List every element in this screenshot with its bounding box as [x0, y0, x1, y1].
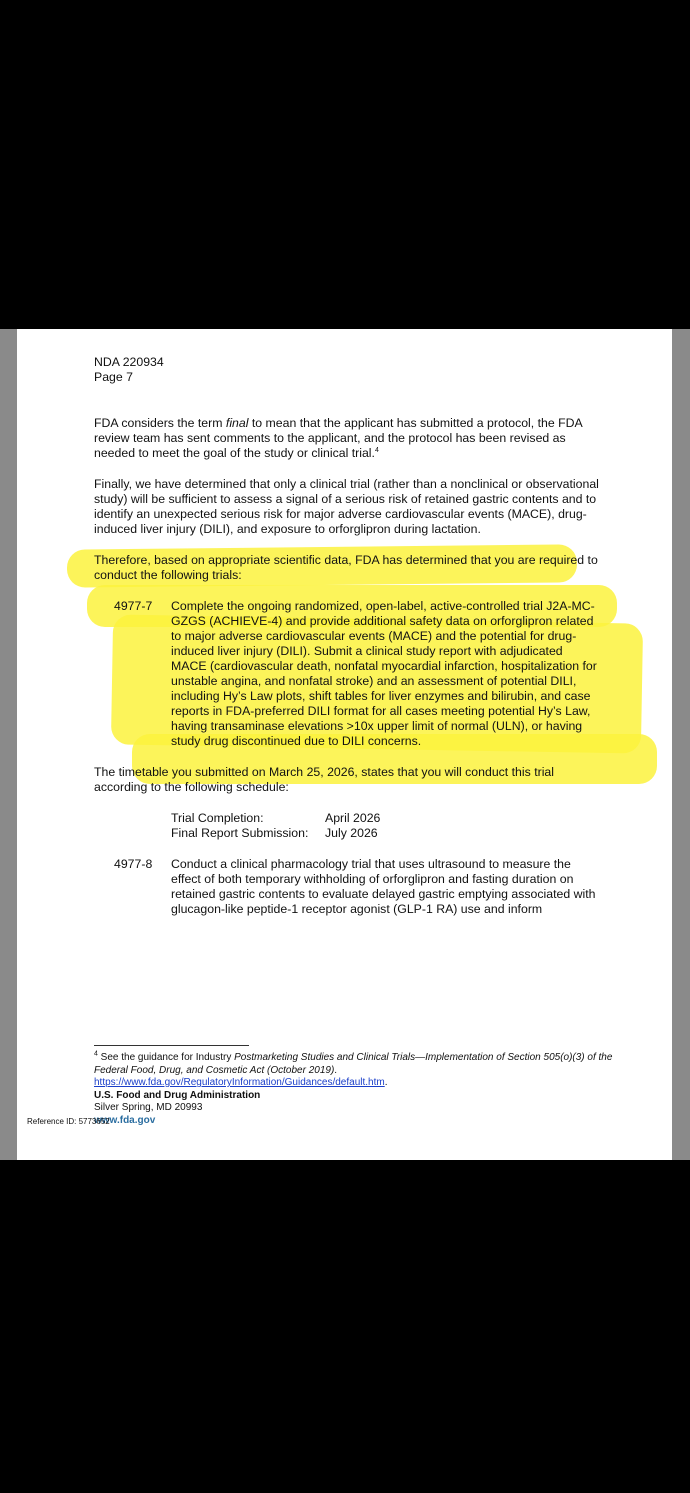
- agency-website[interactable]: www.fda.gov: [94, 1114, 156, 1126]
- footnote-ref[interactable]: 4: [374, 446, 379, 454]
- paragraph-final-definition: FDA considers the term final to mean that the applicant has submitted a protocol, the FDA review team has sent comments to the applicant, and the protocol has been revised as needed to meet the goal of the study or clinical trial.$^4$: [94, 416, 583, 460]
- list-item: [114, 857, 599, 917]
- agency-address: Silver Spring, MD 20993: [94, 1102, 203, 1113]
- document-page: [17, 329, 672, 1160]
- item-text: Complete the ongoing randomized, open-label, active-controlled trial J2A-MC-GZGS (ACHIEVE-4) and provide additional safety data on orforglipron related to major adverse cardiovascular events (MACE) and the potential for drug-induced liver injury (DILI). Submit a clinical study report with adjudicated MACE (cardiovascular death, nonfatal myocardial infarction, hospitalization for unstable angina, and nonfatal stroke) and an assessment of potential DILI, including Hy’s Law plots, shift tables for liver enzymes and bilirubin, and case reports in FDA-preferred DILI format for all cases meeting potential Hy’s Law, having transaminase elevations >10x upper limit of normal (ULN), or having study drug discontinued due to DILI concerns.: [171, 599, 597, 748]
- nda-number: NDA 220934: [94, 355, 164, 369]
- page-content: [94, 355, 599, 917]
- item-number: 4977-7: [114, 599, 153, 613]
- schedule-value: July 2026: [325, 826, 378, 840]
- guidance-link[interactable]: https://www.fda.gov/RegulatoryInformation/Guidances/default.htm: [94, 1077, 385, 1088]
- footnote-divider: [94, 1045, 249, 1046]
- paragraph-required-trials: Therefore, based on appropriate scientific data, FDA has determined that you are required to conduct the following trials:: [94, 553, 598, 582]
- page-number: Page 7: [94, 370, 133, 384]
- paragraph-timetable: The timetable you submitted on March 25, 2026, states that you will conduct this trial according to the following schedule:: [94, 765, 555, 794]
- footnote: $^4$ See the guidance for Industry Postmarketing Studies and Clinical Trials—Implementation of Section 505(o)(3) of the Federal Food, Drug, and Cosmetic Act (October 2019). https://www.fda.gov/RegulatoryInformation/Guidances/default.htm. U.S. Food and Drug Administration Silver Spring, MD 20993 www.fda.gov: [94, 1050, 613, 1126]
- item-number: 4977-8: [114, 857, 153, 871]
- item-text: Conduct a clinical pharmacology trial that uses ultrasound to measure the effect of both temporary withholding of orforglipron and fasting duration on retained gastric contents to evaluate delayed gastric emptying associated with glucagon-like peptide-1 receptor agonist (GLP-1 RA) use and inform: [171, 857, 596, 916]
- schedule-value: April 2026: [325, 811, 381, 825]
- document-viewer[interactable]: [0, 329, 690, 1160]
- schedule-label: Final Report Submission:: [171, 826, 309, 840]
- reference-id: Reference ID: 5773652: [27, 1117, 110, 1126]
- schedule: [171, 811, 599, 841]
- footnote-number: 4: [94, 1050, 98, 1058]
- list-item: [114, 599, 599, 749]
- schedule-label: Trial Completion:: [171, 811, 264, 825]
- paragraph-clinical-trial: Finally, we have determined that only a clinical trial (rather than a nonclinical or observational study) will be sufficient to assess a signal of a serious risk of retained gastric contents and to identify an unexpected serious risk for major adverse cardiovascular events (MACE), drug-induced liver injury (DILI), and exposure to orforglipron during lactation.: [94, 477, 599, 536]
- agency-name: U.S. Food and Drug Administration: [94, 1089, 261, 1101]
